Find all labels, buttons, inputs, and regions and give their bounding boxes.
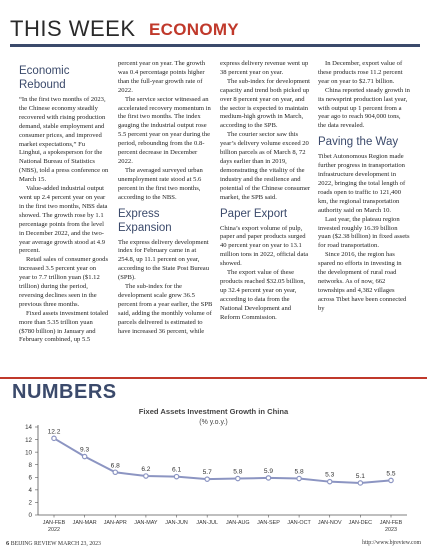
data-label: 12.2 [47, 428, 61, 436]
article-paragraph: The sub-index for development capacity and trend both picked up over 8 percent year on year, and the sector is expected to maintain medium-high growth in March, according to the SPB. [220, 77, 310, 130]
article-column-4 [318, 60, 410, 314]
article-paragraph: Retail sales of consumer goods increased 3.5 percent year on year to 7.7 trillion yuan ($1.12 trillion) during the period, reversing declines seen in the previous three months. [19, 256, 109, 308]
data-label: 5.8 [233, 468, 243, 476]
data-label: 9.3 [80, 446, 90, 454]
data-label: 5.1 [355, 472, 365, 480]
y-tick-label: 6 [28, 474, 32, 482]
article-paragraph: percent year on year. The growth was 0.4 percentage points higher than the full-year growth rate of 2022. [118, 60, 206, 94]
x-tick-label: JAN-APR [103, 520, 127, 526]
x-tick-label: JAN-MAR [72, 520, 97, 526]
x-tick-label: JAN-OCT [287, 520, 311, 526]
article-paragraph: Value-added industrial output went up 2.4 percent year on year in the first two months, NBS data showed. The growth rose by 1.1 percentage points from the level in December 2022, and the two-year average growth stood at 4.9 percent. [19, 185, 108, 255]
data-point [113, 470, 117, 474]
footer-url: http://www.bjreview.com [362, 540, 421, 546]
y-tick-label: 14 [25, 424, 32, 432]
x-tick-label: JAN-JUL [196, 520, 218, 526]
x-tick-label: JAN-MAY [134, 520, 158, 526]
x-tick-label: JAN-FEB [42, 520, 66, 526]
paving-the-way-heading: Paving the Way [318, 136, 399, 149]
numbers-title: NUMBERS [12, 381, 117, 403]
chart-plot [0, 405, 427, 533]
x-tick-label: JAN-FEB [379, 520, 403, 526]
article-paragraph: “In the first two months of 2023, the Chinese economy steadily recovered with rising production demand, stable employment and consumer prices, and improved market expectations,” Fu Linghui, a spokesperson for the National Bureau of Statistics (NBS), told a press conference on March 15. [19, 96, 109, 184]
data-point [174, 474, 178, 478]
header-rule [10, 44, 420, 47]
chart-title: Fixed Assets Investment Growth in China [138, 407, 289, 416]
section-title: ECONOMY [149, 20, 239, 39]
data-point [389, 478, 393, 482]
data-label: 6.8 [110, 462, 120, 470]
this-week-title: THIS WEEK [10, 16, 136, 41]
article-paragraph: China reported steady growth in its newsprint production last year, with output up 1 percent from a year ago to reach 904,000 tons, the data revealed. [318, 86, 410, 130]
data-label: 5.7 [202, 469, 212, 477]
chart-subtitle: (% y.o.y.) [199, 419, 228, 426]
paper-export-heading: Paper Export [220, 207, 288, 220]
article-paragraph: The export value of these products reached $32.05 billion, up 32.4 percent year on year, according to data from the National Development and Reform Commission. [220, 269, 306, 321]
numbers-rule [0, 377, 427, 379]
data-label: 5.8 [294, 468, 304, 476]
economic-rebound-heading: Economic Rebound [19, 65, 70, 91]
y-tick-label: 2 [28, 499, 32, 507]
y-tick-label: 4 [28, 487, 32, 495]
article-paragraph: In December, export value of these products rose 11.2 percent year on year to $2.71 billion. [318, 60, 403, 85]
y-tick-label: 8 [28, 461, 32, 469]
article-paragraph: Fixed assets investment totaled more than 5.35 trillion yuan ($780 billion) in January and February combined, up 5.5 [19, 309, 109, 344]
x-tick-label: JAN-AUG [225, 520, 250, 526]
express-expansion-heading: Express Expansion [118, 207, 172, 234]
article-paragraph: The express delivery development index for February came in at 254.8, up 11.1 percent on year, according to the State Post Bureau (SPB). [118, 238, 210, 282]
publication-name: BEIJING REVIEW MARCH 23, 2023 [10, 541, 101, 547]
article-paragraph: Since 2016, the region has spared no efforts in investing in the development of rural road networks. As of now, 662 townships and 4,382 villages across Tibet have been connected by [318, 251, 407, 312]
article-paragraph: The service sector witnessed an accelerated recovery momentum in the first two months. The index gauging the industrial output rose 5.5 percent year on year during the period, rebounding from the 0.8-percent decrease in December 2022. [118, 95, 211, 165]
section-header [10, 14, 420, 44]
data-point [205, 477, 209, 481]
data-point [358, 481, 362, 485]
fixed-assets-chart [0, 405, 427, 533]
y-tick-label: 0 [28, 512, 32, 520]
data-point [52, 436, 56, 440]
x-tick-label: JAN-NOV [317, 520, 342, 526]
x-tick-label: JAN-SEP [257, 520, 280, 526]
data-label: 5.3 [325, 471, 335, 479]
data-label: 6.2 [141, 466, 151, 474]
data-point [328, 479, 332, 483]
footer-publication [6, 540, 101, 547]
article-paragraph: Last year, the plateau region invested roughly 16.39 billion yuan ($2.38 billion) in fixed assets for road transportation. [318, 215, 410, 250]
article-column-1 [19, 60, 109, 345]
data-label: 5.9 [263, 467, 274, 475]
x-tick-label: 2023 [385, 527, 397, 533]
page-number: 6 [6, 540, 10, 547]
article-paragraph: express delivery revenue went up 38 percent year on year. [220, 60, 309, 76]
article-paragraph: China’s export volume of pulp, paper and paper products surged 40 percent year on year to 13.1 million tons in 2022, official data showed. [220, 224, 309, 268]
article-paragraph: Tibet Autonomous Region made further progress in transportation infrastructure development in 2022, bringing the total length of roads open to traffic to 121,400 km, the regional transportation authority said on March 10. [318, 153, 406, 214]
y-tick-label: 10 [25, 449, 32, 457]
x-tick-label: 2022 [48, 527, 60, 533]
series-line [54, 438, 391, 483]
article-paragraph: The averaged surveyed urban unemployment rate stood at 5.6 percent in the first two months, according to the NBS. [118, 166, 203, 201]
y-tick-label: 12 [25, 436, 32, 444]
article-paragraph: The courier sector saw this year’s delivery volume exceed 20 billion parcels as of March 8, 72 days earlier than in 2019, demonstrating the vitality of the industry and the resilience and potential of the Chinese consumer market, the SPB said. [220, 131, 311, 201]
data-point [144, 474, 148, 478]
article-column-2 [118, 60, 213, 336]
data-point [266, 476, 270, 480]
x-tick-label: JAN-DEC [348, 520, 373, 526]
data-label: 5.5 [386, 470, 396, 478]
data-label: 6.1 [171, 466, 182, 474]
article-column-3 [220, 60, 312, 322]
article-paragraph: The sub-index for the development scale grew 36.5 percent from a year earlier, the SPB said, adding the monthly volume of parcels delivered is estimated to have increased 36 percent, while [118, 283, 213, 335]
data-point [297, 476, 301, 480]
x-tick-label: JAN-JUN [165, 520, 188, 526]
data-point [82, 454, 86, 458]
data-point [236, 476, 240, 480]
